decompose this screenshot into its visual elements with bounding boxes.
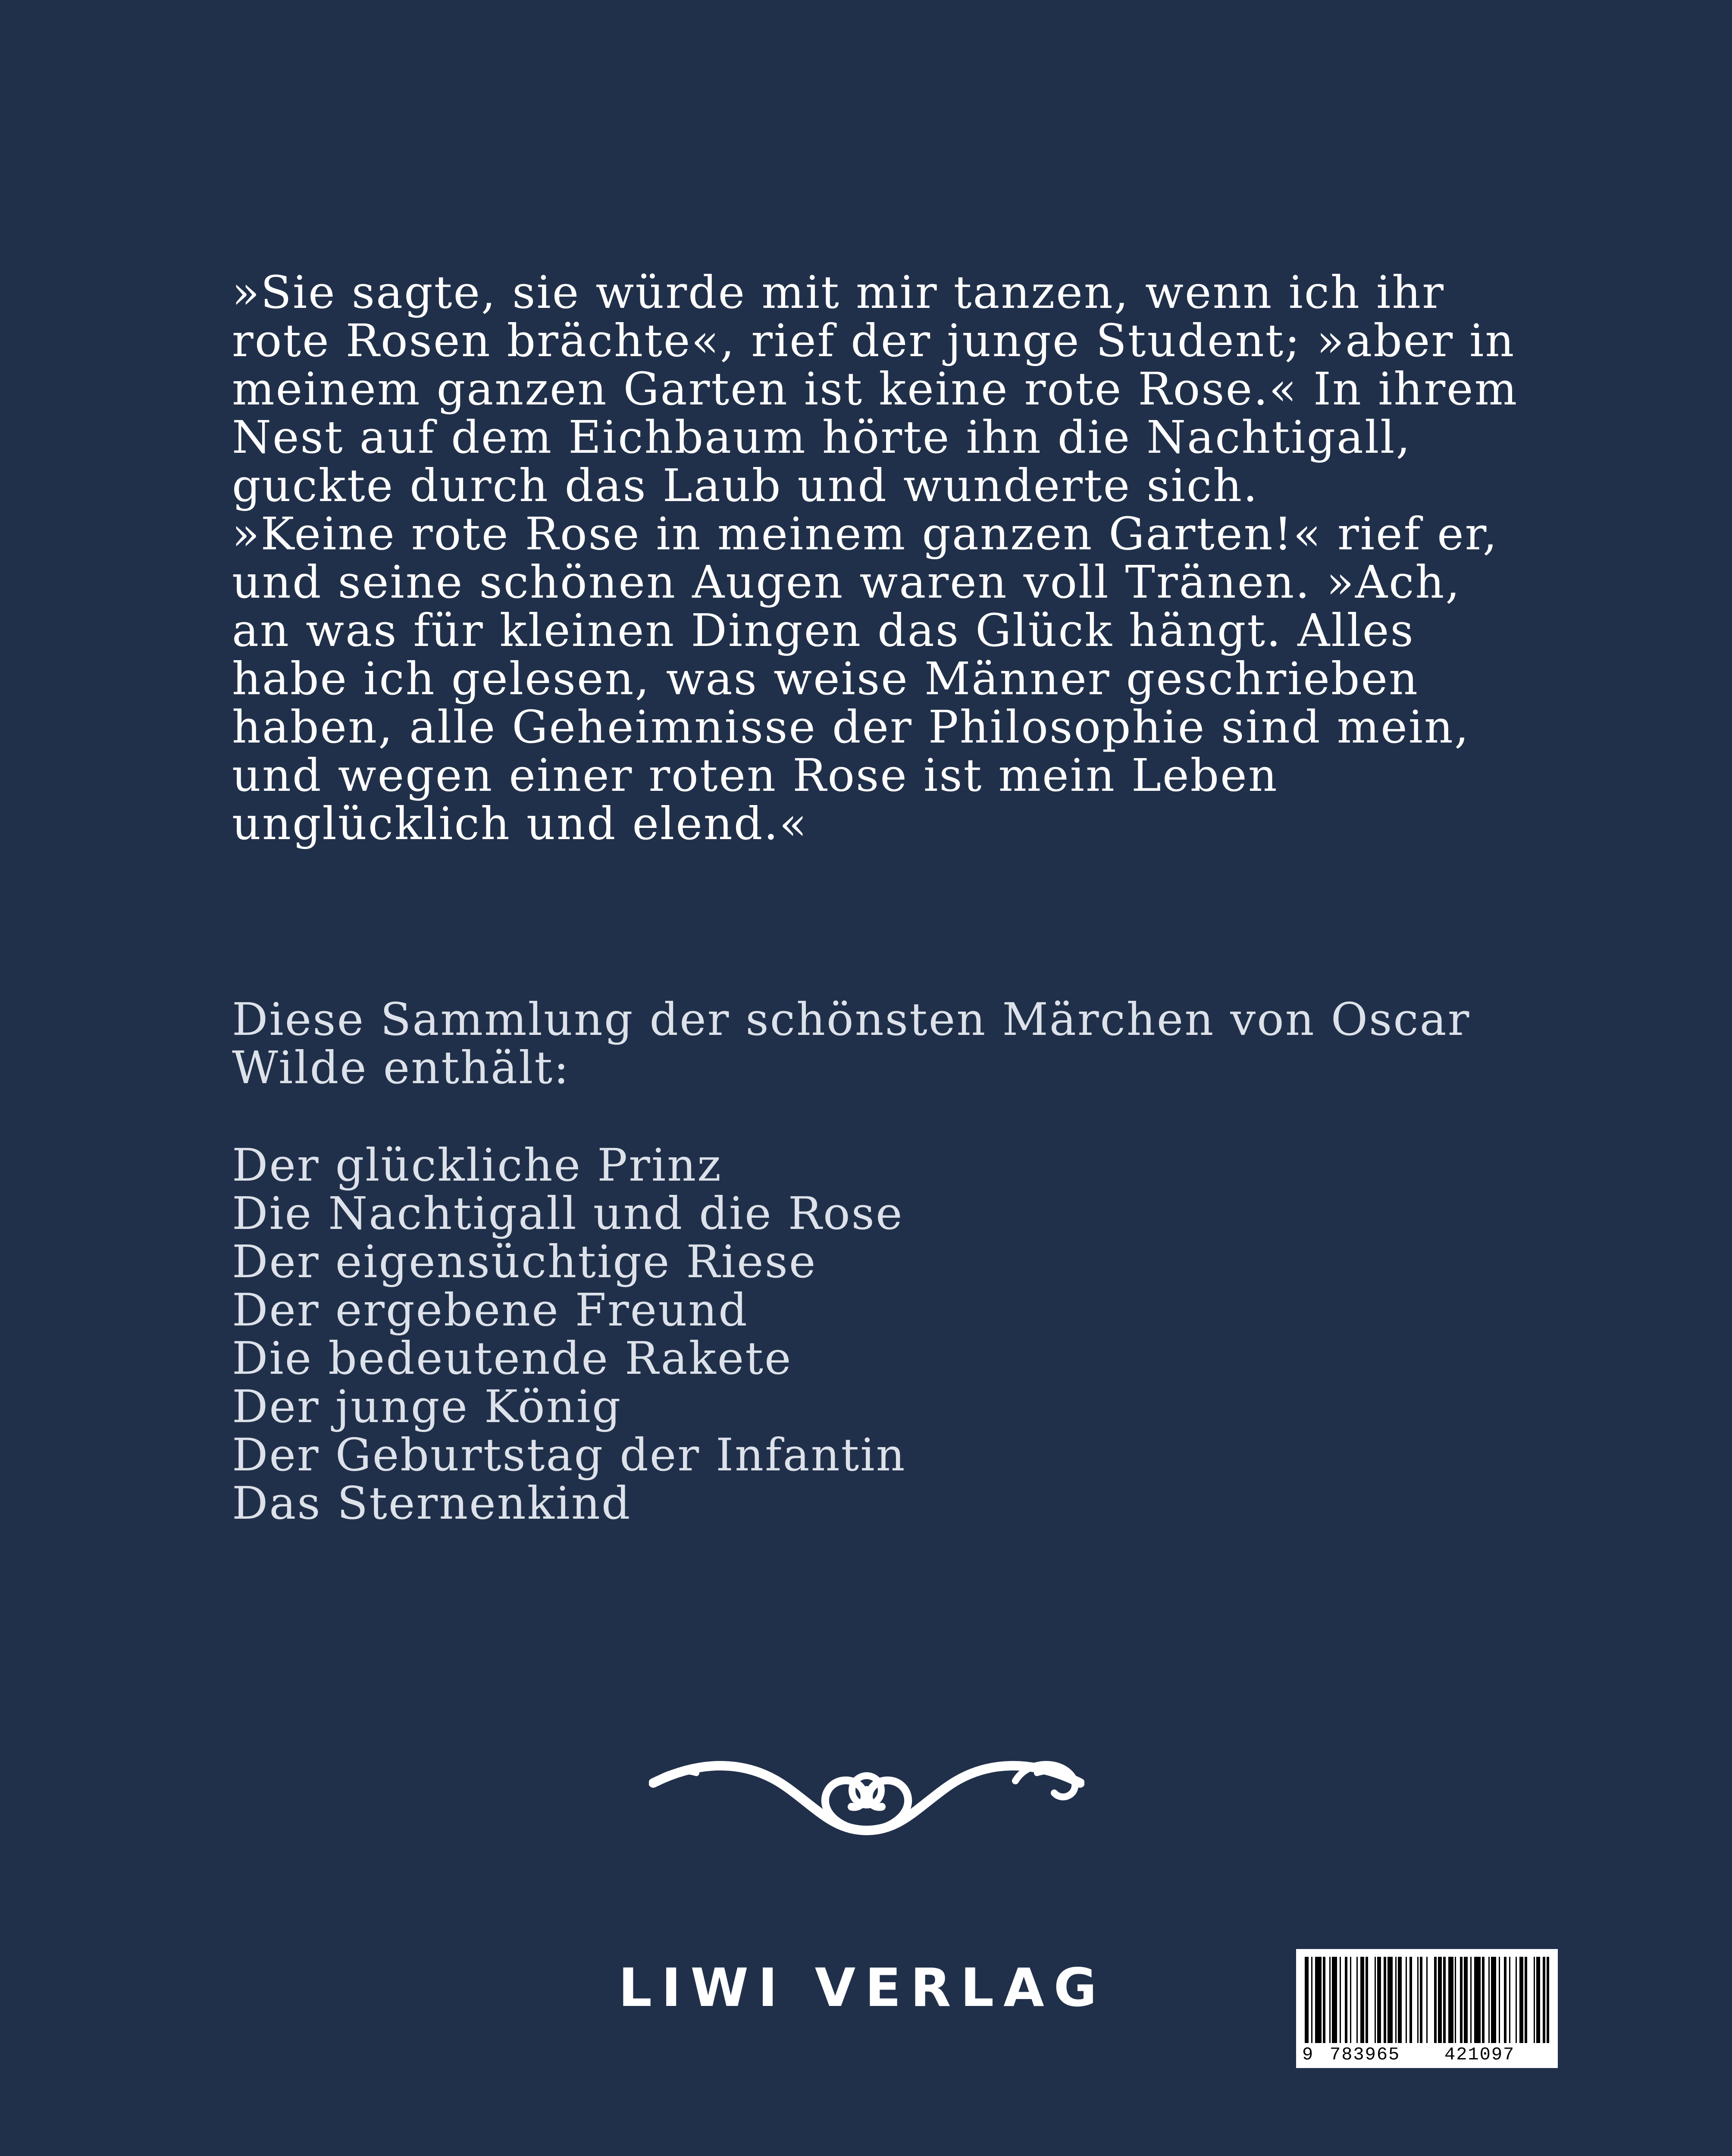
barcode-bar: [1406, 1957, 1407, 2043]
barcode-bar: [1534, 1957, 1535, 2043]
barcode-bar: [1356, 1957, 1358, 2043]
barcode-bar: [1375, 1957, 1376, 2043]
barcode-bar: [1387, 1957, 1393, 2043]
isbn-barcode: [1296, 1949, 1558, 2068]
barcode-bar: [1547, 1957, 1549, 2043]
barcode-bar: [1377, 1957, 1381, 2043]
barcode-bar: [1543, 1957, 1545, 2043]
barcode-bar: [1470, 1957, 1472, 2043]
story-title: Das Sternenkind: [232, 1477, 632, 1529]
barcode-bar: [1491, 1957, 1496, 2043]
barcode-bar: [1464, 1957, 1468, 2043]
collection-intro: Diese Sammlung der schönsten Märchen von Oscar Wilde enthält:: [232, 993, 1471, 1094]
barcode-bar: [1305, 1957, 1309, 2043]
barcode-bar: [1409, 1957, 1412, 2043]
barcode-bar: [1443, 1957, 1446, 2043]
barcode-bar: [1504, 1957, 1506, 2043]
barcode-bar: [1315, 1957, 1322, 2043]
barcode-left-group: 783965: [1330, 2044, 1400, 2065]
excerpt-quote: [232, 268, 1525, 848]
barcode-bar: [1384, 1957, 1386, 2043]
flourish-ornament-icon: [649, 1742, 1084, 1846]
barcode-bar: [1345, 1957, 1347, 2043]
barcode-bar: [1460, 1957, 1463, 2043]
barcode-bar: [1448, 1957, 1453, 2043]
barcode-bar: [1488, 1957, 1490, 2043]
barcode-bar: [1395, 1957, 1397, 2043]
barcode-bars: [1305, 1957, 1549, 2043]
barcode-bar: [1519, 1957, 1523, 2043]
story-title: Der ergebene Freund: [232, 1284, 749, 1336]
barcode-bar: [1434, 1957, 1437, 2043]
story-title: Die bedeutende Rakete: [232, 1332, 792, 1385]
barcode-right-group: 421097: [1444, 2044, 1515, 2065]
barcode-bar: [1499, 1957, 1500, 2043]
barcode-bar: [1426, 1957, 1428, 2043]
barcode-bar: [1340, 1957, 1341, 2043]
barcode-bar: [1360, 1957, 1364, 2043]
barcode-lead-digit: 9: [1302, 2044, 1314, 2065]
story-title: Die Nachtigall und die Rose: [232, 1187, 904, 1240]
quote-paragraph-2: »Keine rote Rose in meinem ganzen Garten!« rief er, und seine schönen Augen waren voll Tränen. »Ach, an was für kleinen Dingen das Glück hängt. Alles habe ich gelesen, was weise Männer geschrieben haben, alle Geheimnisse der Philosophie sind mein, und wegen einer roten Rose ist mein Leben unglücklich und elend.«: [232, 508, 1498, 850]
barcode-bar: [1323, 1957, 1325, 2043]
barcode-bar: [1509, 1957, 1510, 2043]
barcode-bar: [1417, 1957, 1419, 2043]
barcode-bar: [1329, 1957, 1331, 2043]
publisher-name: LIWI VERLAG: [618, 1957, 1106, 2018]
barcode-bar: [1350, 1957, 1351, 2043]
quote-paragraph-1: »Sie sagte, sie würde mit mir tanzen, wenn ich ihr rote Rosen brächte«, rief der junge Student; »aber in meinem ganzen Garten ist keine rote Rose.« In ihrem Nest auf dem Eichbaum hörte ihn die Nachtigall, guckte durch das Laub und wunderte sich.: [232, 266, 1519, 512]
barcode-bar: [1332, 1957, 1337, 2043]
story-title: Der junge König: [232, 1380, 622, 1433]
story-title: Der Geburtstag der Infantin: [232, 1429, 906, 1481]
story-list: [232, 1141, 1525, 1527]
barcode-bar: [1455, 1957, 1456, 2043]
barcode-bar: [1525, 1957, 1527, 2043]
barcode-bar: [1366, 1957, 1368, 2043]
barcode-bar: [1482, 1957, 1485, 2043]
barcode-bar: [1398, 1957, 1402, 2043]
barcode-bar: [1474, 1957, 1481, 2043]
barcode-bar: [1420, 1957, 1422, 2043]
barcode-bar: [1536, 1957, 1540, 2043]
barcode-bar: [1438, 1957, 1442, 2043]
story-title: Der glückliche Prinz: [232, 1139, 722, 1191]
story-title: Der eigensüchtige Riese: [232, 1235, 817, 1288]
barcode-bar: [1516, 1957, 1517, 2043]
barcode-bar: [1311, 1957, 1312, 2043]
